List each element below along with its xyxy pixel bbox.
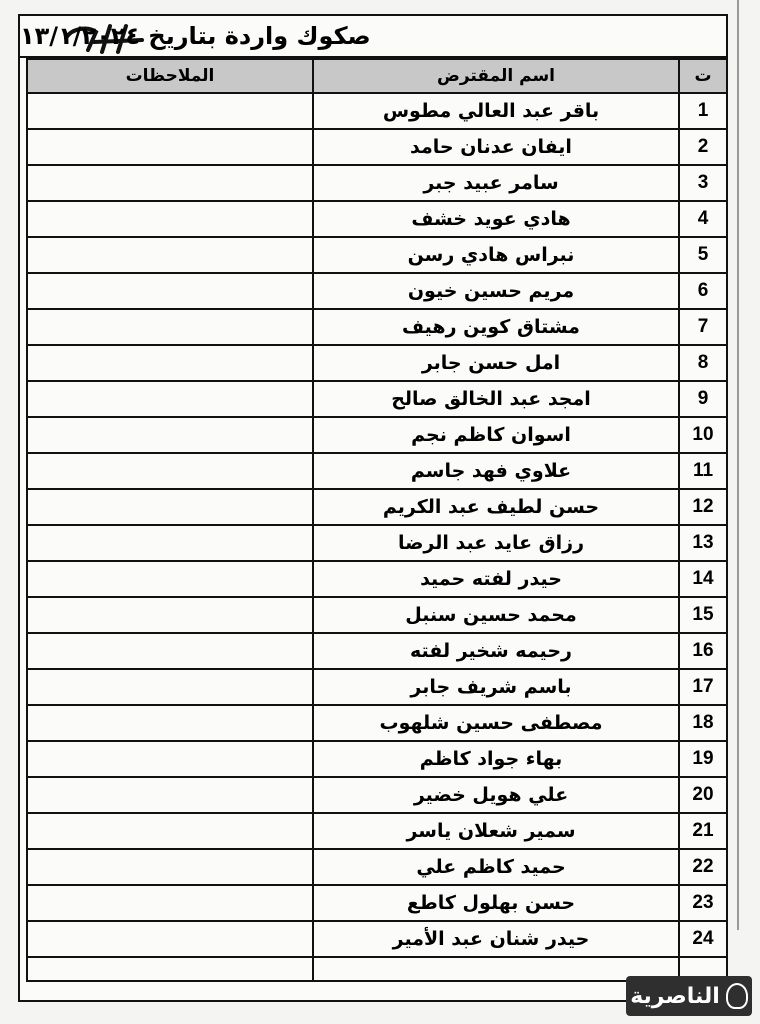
- notes-cell: [27, 633, 313, 669]
- notes-cell: [27, 201, 313, 237]
- row-number-cell: 10: [679, 417, 727, 453]
- borrower-name-cell: ايفان عدنان حامد: [313, 129, 679, 165]
- borrower-name-cell: حسن بهلول كاطع: [313, 885, 679, 921]
- table-row: [27, 93, 727, 129]
- borrower-name-cell: نبراس هادي رسن: [313, 237, 679, 273]
- row-number-cell: 14: [679, 561, 727, 597]
- table-row: [27, 129, 727, 165]
- borrower-name-cell: سامر عبيد جبر: [313, 165, 679, 201]
- table-row: [27, 381, 727, 417]
- borrower-name-cell: علي هويل خضير: [313, 777, 679, 813]
- notes-cell: [27, 705, 313, 741]
- notes-cell: [27, 741, 313, 777]
- notes-cell: [27, 93, 313, 129]
- table-row: [27, 597, 727, 633]
- table-row: [27, 237, 727, 273]
- borrower-name-cell: باسم شريف جابر: [313, 669, 679, 705]
- borrower-name-cell: امجد عبد الخالق صالح: [313, 381, 679, 417]
- notes-cell: [27, 921, 313, 957]
- row-number-cell: 12: [679, 489, 727, 525]
- table-row: [27, 777, 727, 813]
- table-row: [27, 201, 727, 237]
- table-row: [27, 345, 727, 381]
- watermark-text: الناصرية: [630, 983, 720, 1009]
- row-number-cell: 3: [679, 165, 727, 201]
- table-header-row: [27, 59, 727, 93]
- borrower-name-cell: رحيمه شخير لفته: [313, 633, 679, 669]
- name-column-header: اسم المقترض: [313, 59, 679, 93]
- row-number-cell: 5: [679, 237, 727, 273]
- table-row: [27, 309, 727, 345]
- table-row: [27, 669, 727, 705]
- row-number-cell: 23: [679, 885, 727, 921]
- table-row: [27, 561, 727, 597]
- notes-cell: [27, 525, 313, 561]
- notes-cell: [27, 489, 313, 525]
- notes-cell: [27, 561, 313, 597]
- borrower-name-cell: مشتاق كوين رهيف: [313, 309, 679, 345]
- table-row: [27, 921, 727, 957]
- notes-cell: [27, 381, 313, 417]
- page-title: صكوك واردة بتاريخ ١٣/١/٢٠٢٤: [20, 16, 726, 58]
- document-sheet: [18, 14, 728, 1002]
- table-row: [27, 489, 727, 525]
- row-number-cell: 4: [679, 201, 727, 237]
- row-number-cell: 24: [679, 921, 727, 957]
- borrower-name-cell: رزاق عايد عبد الرضا: [313, 525, 679, 561]
- borrower-name-cell: محمد حسين سنبل: [313, 597, 679, 633]
- row-number-cell: 7: [679, 309, 727, 345]
- notes-cell: [27, 669, 313, 705]
- notes-cell: [27, 345, 313, 381]
- notes-cell: [27, 129, 313, 165]
- row-number-cell: 6: [679, 273, 727, 309]
- borrower-name-cell: حميد كاظم علي: [313, 849, 679, 885]
- notes-cell: [27, 813, 313, 849]
- row-number-cell: 19: [679, 741, 727, 777]
- row-number-cell: 22: [679, 849, 727, 885]
- table-row: [27, 741, 727, 777]
- table-row: [27, 705, 727, 741]
- row-number-cell: 17: [679, 669, 727, 705]
- notes-cell: [27, 309, 313, 345]
- seal-icon: [726, 983, 748, 1009]
- notes-cell: [27, 237, 313, 273]
- notes-cell: [27, 777, 313, 813]
- borrower-name-cell: حيدر لفته حميد: [313, 561, 679, 597]
- row-number-cell: 16: [679, 633, 727, 669]
- table-row: [27, 165, 727, 201]
- notes-cell: [27, 453, 313, 489]
- borrower-name-cell: هادي عويد خشف: [313, 201, 679, 237]
- borrower-name-cell: سمير شعلان ياسر: [313, 813, 679, 849]
- notes-cell: [27, 849, 313, 885]
- borrower-name-cell: علاوي فهد جاسم: [313, 453, 679, 489]
- notes-column-header: الملاحظات: [27, 59, 313, 93]
- table-row: [27, 813, 727, 849]
- loans-table: [26, 58, 728, 982]
- paper-edge: [737, 0, 739, 930]
- table-row: [27, 885, 727, 921]
- borrower-name-cell: حسن لطيف عبد الكريم: [313, 489, 679, 525]
- table-row: [27, 849, 727, 885]
- watermark-logo: [626, 976, 752, 1016]
- table-row: [27, 453, 727, 489]
- row-number-cell: 11: [679, 453, 727, 489]
- row-number-cell: 9: [679, 381, 727, 417]
- notes-cell: [27, 165, 313, 201]
- table-row: [27, 417, 727, 453]
- row-number-cell: 21: [679, 813, 727, 849]
- notes-cell: [27, 417, 313, 453]
- borrower-name-cell: بهاء جواد كاظم: [313, 741, 679, 777]
- notes-cell: [27, 885, 313, 921]
- borrower-name-cell: مريم حسين خيون: [313, 273, 679, 309]
- row-number-cell: 13: [679, 525, 727, 561]
- row-number-cell: 15: [679, 597, 727, 633]
- empty-cell: [27, 957, 313, 981]
- borrower-name-cell: حيدر شنان عبد الأمير: [313, 921, 679, 957]
- notes-cell: [27, 597, 313, 633]
- borrower-name-cell: مصطفى حسين شلهوب: [313, 705, 679, 741]
- borrower-name-cell: اسوان كاظم نجم: [313, 417, 679, 453]
- empty-cell: [313, 957, 679, 981]
- borrower-name-cell: باقر عبد العالي مطوس: [313, 93, 679, 129]
- borrower-name-cell: امل حسن جابر: [313, 345, 679, 381]
- row-number-cell: 2: [679, 129, 727, 165]
- table-row: [27, 273, 727, 309]
- row-number-cell: 20: [679, 777, 727, 813]
- table-body: [27, 93, 727, 981]
- number-column-header: ت: [679, 59, 727, 93]
- table-row: [27, 633, 727, 669]
- table-row: [27, 525, 727, 561]
- notes-cell: [27, 273, 313, 309]
- row-number-cell: 18: [679, 705, 727, 741]
- row-number-cell: 8: [679, 345, 727, 381]
- row-number-cell: 1: [679, 93, 727, 129]
- table-row-empty: [27, 957, 727, 981]
